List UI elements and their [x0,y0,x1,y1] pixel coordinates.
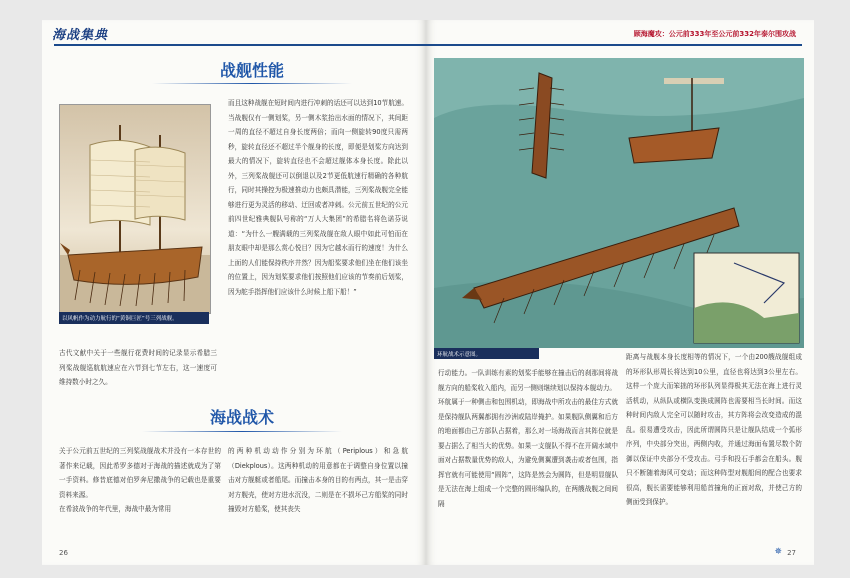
encirclement-tactic-illustration [434,58,804,348]
body-column-1-bottom: 关于公元前五世纪的三列桨战舰战术并没有一本存世的著作来记载，因此希罗多德对于海战的描述就成为了第一手资料。修昔底德对伯罗奔尼撒战争的记载也是重要资料来源。 在希波战争的年代里，海战中最为常用 [59,447,221,513]
header-rule-right [426,44,802,46]
inset-map [694,253,799,343]
header-rule [54,44,426,46]
body-column-4: 距离与战舰本身长度相等的情况下，一个由200艘战舰组成的环形队形周长将达到10公里，直径也将达到3公里左右。这样一个庞大而笨拙的环形队列显得极其无法在海上进行灵活机动，从纵队或横队变换成圆阵也需要相当长时间。而这种时间内敌人完全可以随时攻击，其方阵将会改变造成的混乱。很易遭受攻击，因此所谓圆阵只是让舰队结成一个弧形序列，中央部分突出，两侧内收，并通过海面布置尽数个防御以保证中央部分不受攻击。弓手和投石手都会在船头。舰只不断随着海风可变动；而这种阵型对舰船间的配合也要求很高，舰长需要能够利用船首撞角的正面对敌，并使己方的侧面受到保护。 [626,353,802,506]
photo-caption-bar [59,312,209,324]
left-page [42,20,426,565]
photo-caption: 以风帆作为动力航行的“黄铜巨匠”号三列战舰。 [62,316,178,322]
illustration-caption-bar [434,348,539,359]
section-title-ship-performance: 战舰性能 [219,61,284,80]
title-underline [152,83,352,84]
trireme-photo [59,104,211,314]
trireme-illustration [60,105,210,313]
series-title: 顾海魔攻：公元前333年至公元前332年泰尔围攻战 [633,30,796,38]
page-number-right: 27 [787,549,796,557]
right-page [426,20,814,565]
ship-wheel-icon: ✵ [774,547,782,557]
title-underline-2 [142,431,342,432]
section-title-naval-tactics: 海战战术 [209,408,274,427]
trireme-diagram [434,58,804,348]
magazine-logo: 海战集典 [52,28,109,43]
body-column-2: 而且这种战舰在短时间内进行冲刺的话还可以达到10节航速。当战舰仅有一侧划桨，另一侧木浆抬出水面的情况下，其间距一周的直径不超过自身长度两倍；而向一侧旋转90度只需两秒，旋转直径还不超过半个舰身的长度，即便是划桨方向达到最大的情况下，旋转直径也不会超过舰体本身长度。除此以外，三列桨战舰还可以倒退以及2节更低航速行精确的各种航行，同时其操控为极速推动力也颇具潜能，三列桨战舰完全能够进行更为灵活的移动、迂回或者冲刺。公元前五世纪的公元前四世纪雅典舰队号称的“万人大集团”的希腊名将色诺芬说道：“为什么一艘满载的三列桨战舰在敌人眼中如此可怕而在朋友眼中却是那么赏心悦目？因为它越水而行的速度！为什么上面的人们能保持秩序井然？因为船桨要求他们坐在他们该坐的位置上，因为划桨要求他们按照他们应该的节奏前后划桨，因为舵手指挥他们应该什么时候上船下船！” [228,99,408,296]
body-column-2-bottom: 的两种机动动作分别为环航（Periplous）和急航（Diekplous）。这两种机动的用意都在于调整自身位置以撞击对方舰艇或者船尾。而撞击本身的目的有两点，其一是击穿对方舰壳，使对方进水沉没，二则是在不损坏己方船桨的同时撞毁对方船桨，使其丧失 [228,447,408,513]
illustration-caption: 环航战术示意图。 [437,352,482,358]
page-number-left: 26 [59,549,68,557]
body-column-1-tail: 古代文献中关于一些舰行花费时间的记录显示希腊三列桨战舰巡航航速应在六节到七节左右，这一速度可维持数小时之久。 [59,349,217,386]
body-column-3: 行动能力。一队训练有素的划桨手能够在撞击后的刹那间将战舰方向的船桨收入船内，而另一侧则继续划以保持本舰动力。 环航属于一种侧击和包围机动，即海战中所攻击的最佳方式就是保持舰队两翼都拥有沙洲或陆岸掩护。如果舰队侧翼和后方的地面都由己方部队占据着，那么对一场海战而言其阵位就是要占据么了相当大的优势。如果一支舰队不得不在开阔水域中面对占据数量优势的敌人，为避免侧翼遭到袭击或者包围，指挥官就有可能使用“圆阵”，这阵是然会为圆阵，但是明显舰队是无法在海上组成一个完整的圆形编队的，在两艘战舰之间间隔 [438,369,618,508]
